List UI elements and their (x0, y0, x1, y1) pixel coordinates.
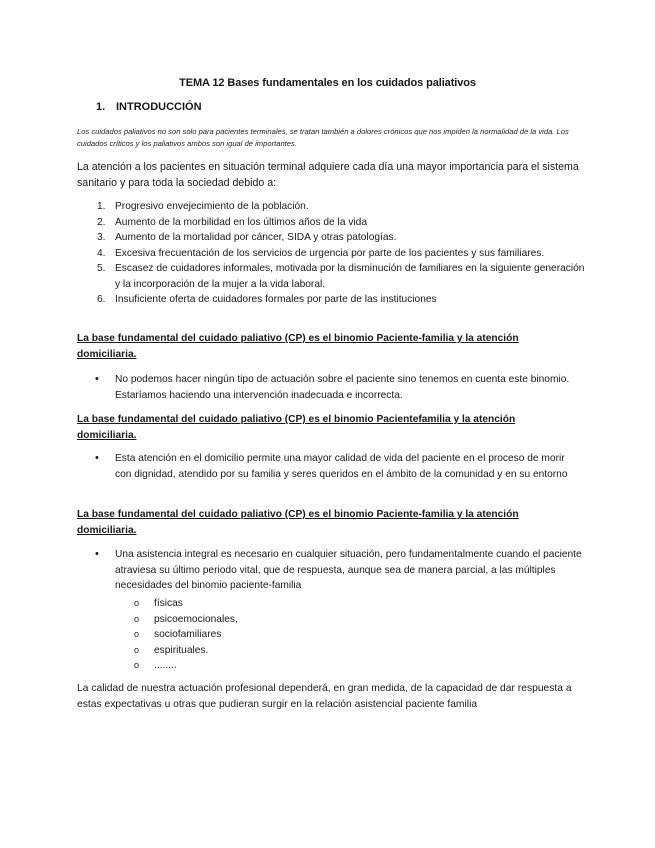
list-item: 1. Progresivo envejecimiento de la población. (97, 201, 309, 212)
list-item: o físicas (77, 596, 238, 612)
circle-bullet-icon: o (134, 660, 140, 670)
bullet-icon: • (95, 548, 99, 560)
list-item: o ........ (77, 658, 238, 674)
bullet-icon: • (95, 452, 99, 464)
list-item: 2. Aumento de la morbilidad en los últimos años de la vida (97, 216, 368, 228)
bullet-item-2: • Esta atención en el domicilio permite una mayor calidad de vida del paciente en el proceso de morir con dignidad, atendido por su familia y seres queridos en el ámbito de la comunidad y en su entorno (95, 452, 568, 480)
intro-paragraph: La atención a los pacientes en situación terminal adquiere cada día una mayor importancia para el sistema sanitario y para toda la sociedad debido a: (77, 161, 579, 189)
list-item: 5. Escasez de cuidadores informales, motivada por la disminución de familiares en la siguiente generación y la incorporación de la mujer a la vida laboral. (97, 263, 585, 290)
italic-note: Los cuidados paliativos no son solo para pacientes terminales, se tratan también a dolores crónicos que nos impiden la normalidad de la vida. Los cuidados críticos y los paliativos ambos son igual de importantes. (77, 127, 569, 148)
list-item: o sociofamiliares (77, 627, 238, 643)
section-number: 1. (96, 101, 106, 113)
circle-bullet-icon: o (134, 613, 140, 624)
circle-bullet-icon: o (134, 644, 140, 655)
reasons-list (77, 199, 587, 308)
section-title: INTRODUCCIÓN (116, 101, 202, 113)
bullet-icon: • (95, 373, 99, 385)
block-heading-3: La base fundamental del cuidado paliativo (CP) es el binomio Paciente-familia y la atención domiciliaria. (77, 509, 519, 536)
circle-bullet-icon: o (134, 629, 140, 639)
bullet-item-1: • No podemos hacer ningún tipo de actuación sobre el paciente sino tenemos en cuenta este binomio. Estaríamos haciendo una intervención inadecuada e incorrecta. (95, 373, 570, 401)
list-item: 6. Insuficiente oferta de cuidadores formales por parte de las instituciones (97, 294, 437, 305)
list-item: o psicoemocionales, (77, 612, 238, 628)
list-item: 4. Excesiva frecuentación de los servicios de urgencia por parte de los pacientes y sus familiares. (97, 247, 545, 259)
document-title: TEMA 12 Bases fundamentales en los cuidados paliativos (179, 77, 476, 89)
list-item: o espirituales. (77, 643, 238, 659)
list-item: 3. Aumento de la mortalidad por cáncer, SIDA y otras patologías. (97, 232, 397, 243)
closing-paragraph: La calidad de nuestra actuación profesional dependerá, en gran medida, de la capacidad de dar respuesta a estas expectativas u otras que pudieran surgir en la relación asistencial paciente familia (77, 683, 572, 710)
needs-list (77, 596, 238, 674)
circle-bullet-icon: o (134, 598, 140, 608)
bullet-item-3: • Una asistencia integral es necesario en cualquier situación, pero fundamentalmente cuando el paciente atraviesa su último periodo vital, que de respuesta, aunque sea de manera parcial, a las múltiples necesidades del binomio paciente-familia (95, 548, 582, 591)
block-heading-2: La base fundamental del cuidado paliativo (CP) es el binomio Pacientefamilia y la atención domiciliaria. (77, 414, 516, 441)
block-heading-1: La base fundamental del cuidado paliativo (CP) es el binomio Paciente-familia y la atención domiciliaria. (77, 333, 519, 360)
